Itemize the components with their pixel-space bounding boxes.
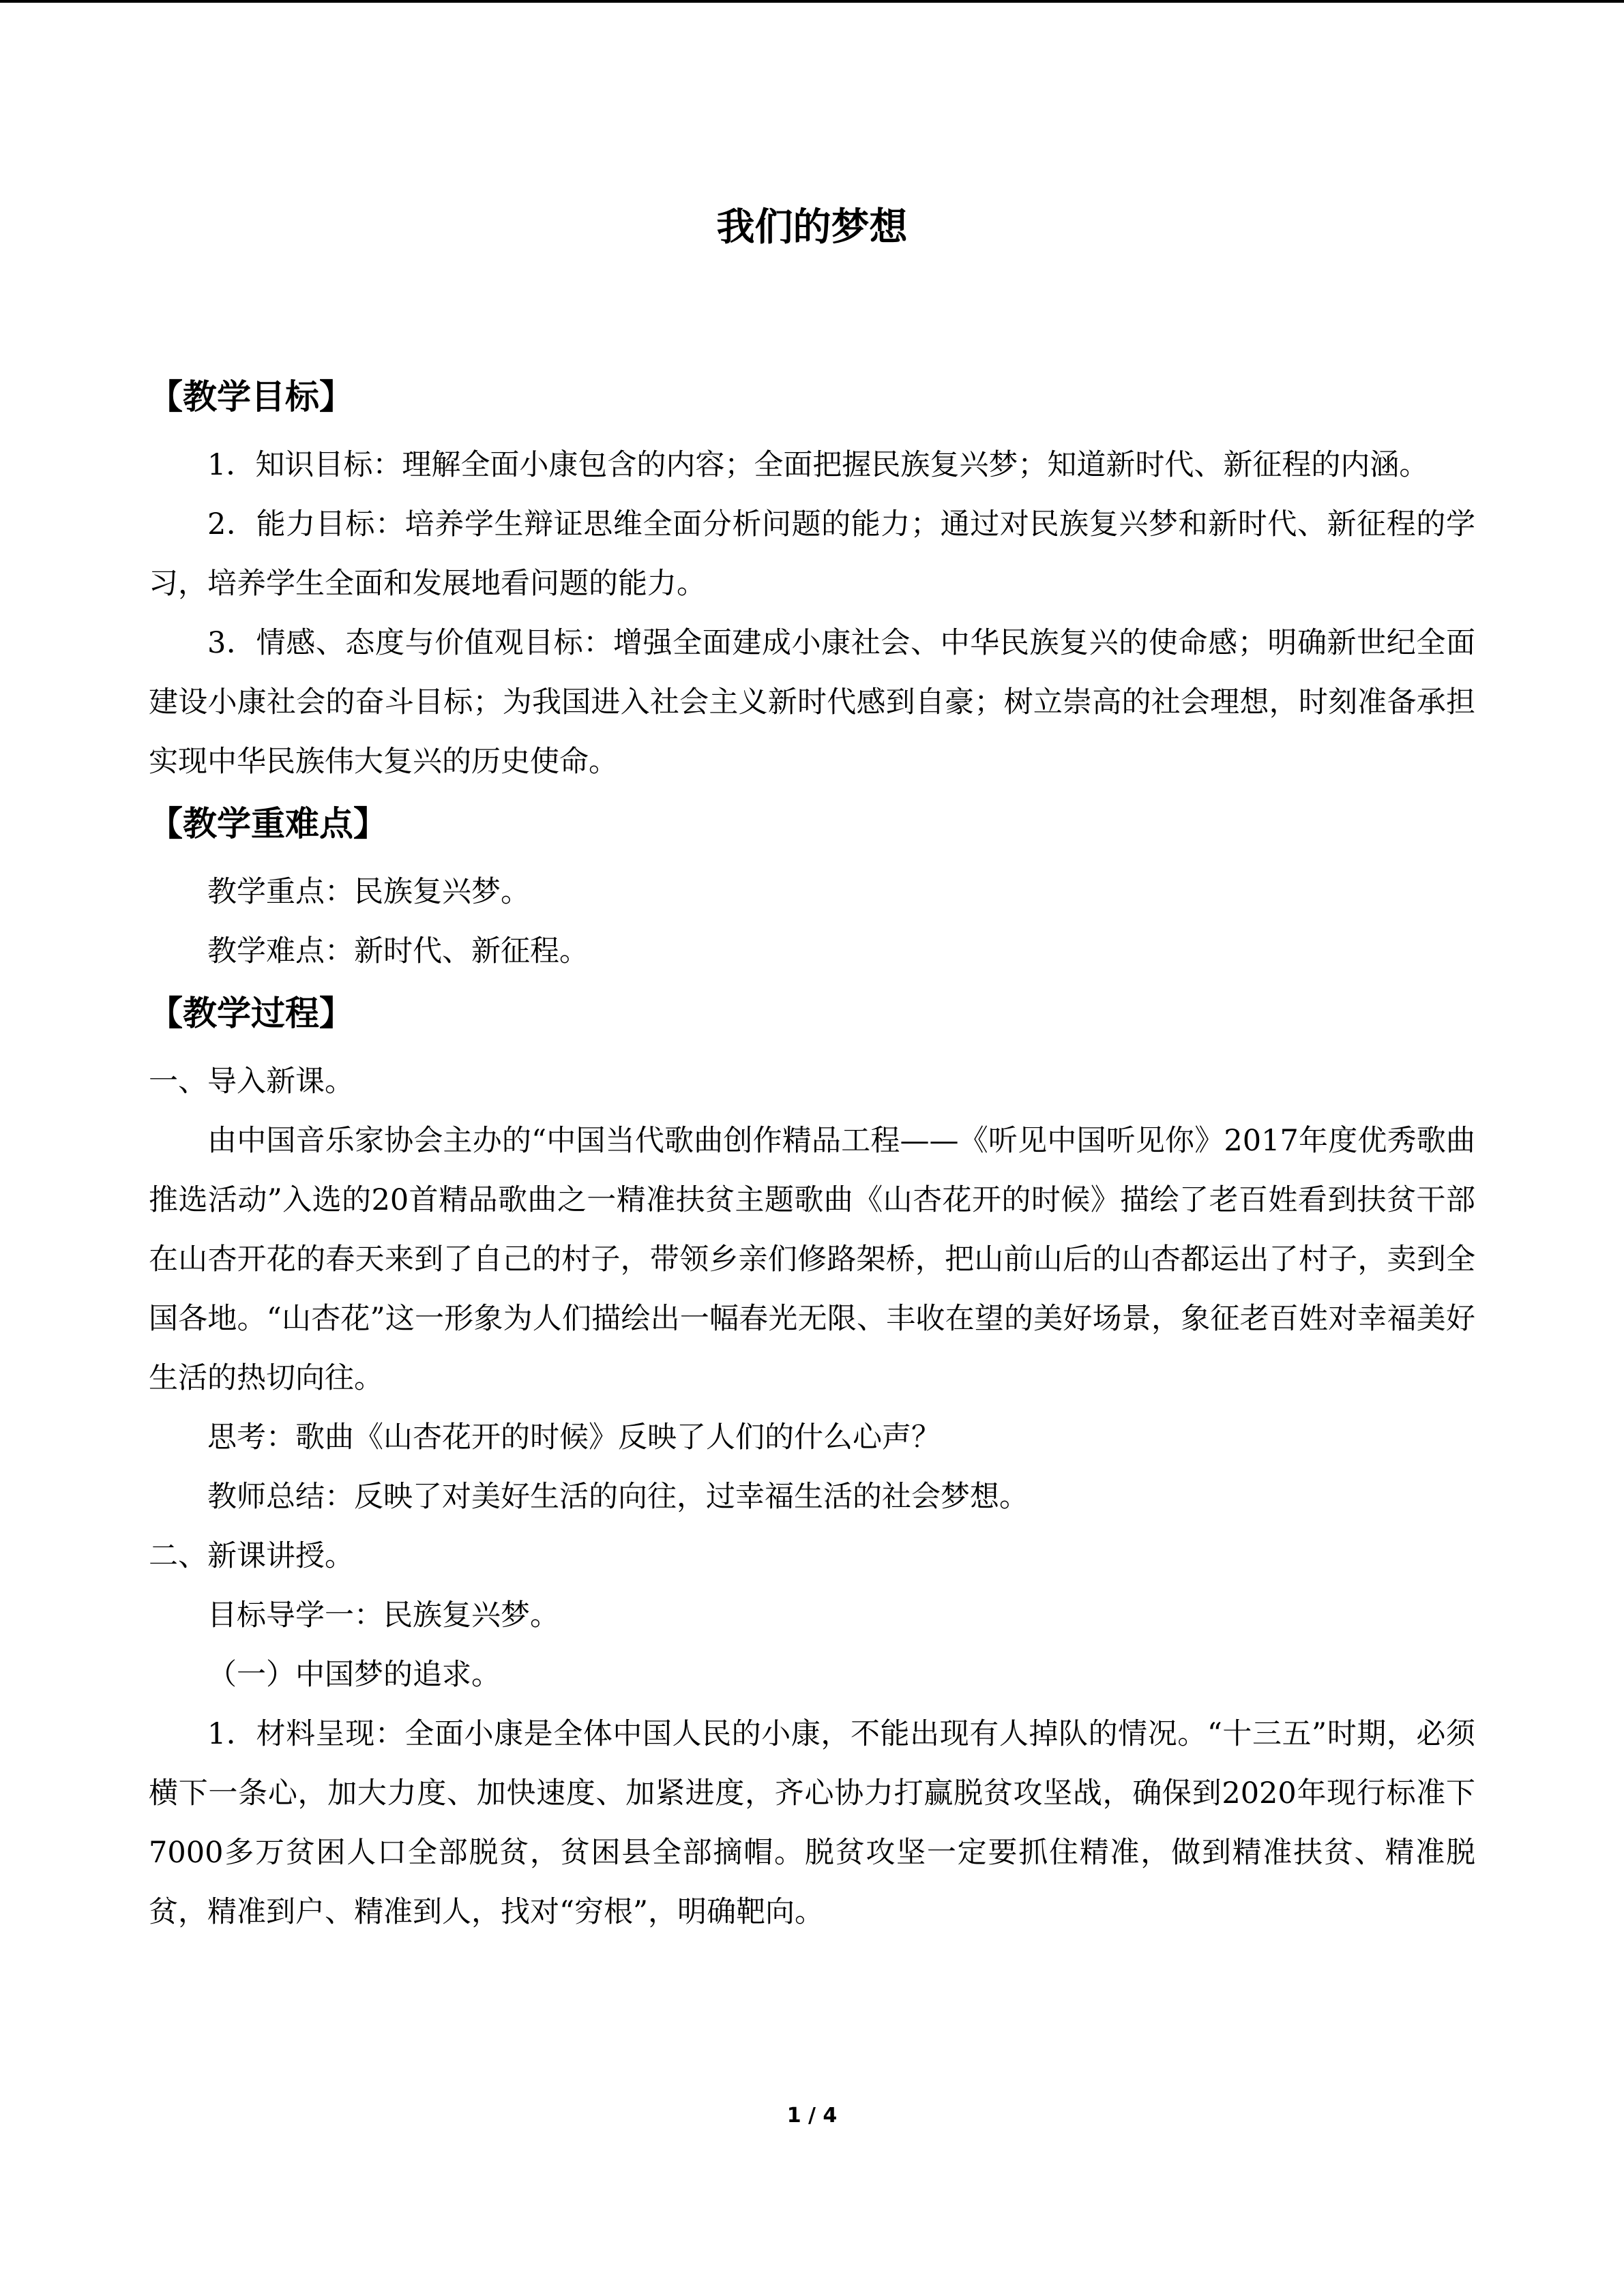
objective-knowledge: 1．知识目标：理解全面小康包含的内容；全面把握民族复兴梦；知道新时代、新征程的内涵。 <box>207 448 1429 483</box>
top-border-line <box>0 0 1624 3</box>
process-goal1: 目标导学一：民族复兴梦。 <box>207 1598 559 1633</box>
process-sub1: （一）中国梦的追求。 <box>207 1658 501 1693</box>
document-title: 我们的梦想 <box>716 205 908 250</box>
section-heading-objectives: 【教学目标】 <box>149 377 353 417</box>
process-part2-title: 二、新课讲授。 <box>149 1539 354 1574</box>
key-point: 教学重点：民族复兴梦。 <box>207 875 530 910</box>
page-number: 1 / 4 <box>786 2104 838 2128</box>
section-heading-process: 【教学过程】 <box>149 994 353 1034</box>
process-part1-title: 一、导入新课。 <box>149 1064 354 1099</box>
document-body <box>149 205 1475 1942</box>
objective-ability: 2．能力目标：培养学生辩证思维全面分析问题的能力；通过对民族复兴梦和新时代、新征程的学习，培养学生全面和发展地看问题的能力。 <box>149 507 1475 601</box>
section-heading-key-points: 【教学重难点】 <box>149 804 387 844</box>
process-material1: 1．材料呈现：全面小康是全体中国人民的小康，不能出现有人掉队的情况。“十三五”时期，必须横下一条心，加大力度、加快速度、加紧进度，齐心协力打赢脱贫攻坚战，确保到2020年现行标准下7000多万贫困人口全部脱贫，贫困县全部摘帽。脱贫攻坚一定要抓住精准，做到精准扶贫、精准脱贫，精准到户、精准到人，找对“穷根”，明确靶向。 <box>149 1717 1475 1930</box>
objective-emotion: 3．情感、态度与价值观目标：增强全面建成小康社会、中华民族复兴的使命感；明确新世纪全面建设小康社会的奋斗目标；为我国进入社会主义新时代感到自豪；树立崇高的社会理想，时刻准备承担实现中华民族伟大复兴的历史使命。 <box>149 626 1475 779</box>
process-part1-text: 由中国音乐家协会主办的“中国当代歌曲创作精品工程——《听见中国听见你》2017年度优秀歌曲推选活动”入选的20首精品歌曲之一精准扶贫主题歌曲《山杏花开的时候》描绘了老百姓看到扶贫干部在山杏开花的春天来到了自己的村子，带领乡亲们修路架桥，把山前山后的山杏都运出了村子，卖到全国各地。“山杏花”这一形象为人们描绘出一幅春光无限、丰收在望的美好场景，象征老百姓对幸福美好生活的热切向往。 <box>149 1124 1475 1396</box>
difficult-point: 教学难点：新时代、新征程。 <box>207 934 589 969</box>
process-teacher-summary: 教师总结：反映了对美好生活的向往，过幸福生活的社会梦想。 <box>207 1480 1029 1515</box>
process-think-question: 思考：歌曲《山杏花开的时候》反映了人们的什么心声？ <box>207 1420 941 1455</box>
